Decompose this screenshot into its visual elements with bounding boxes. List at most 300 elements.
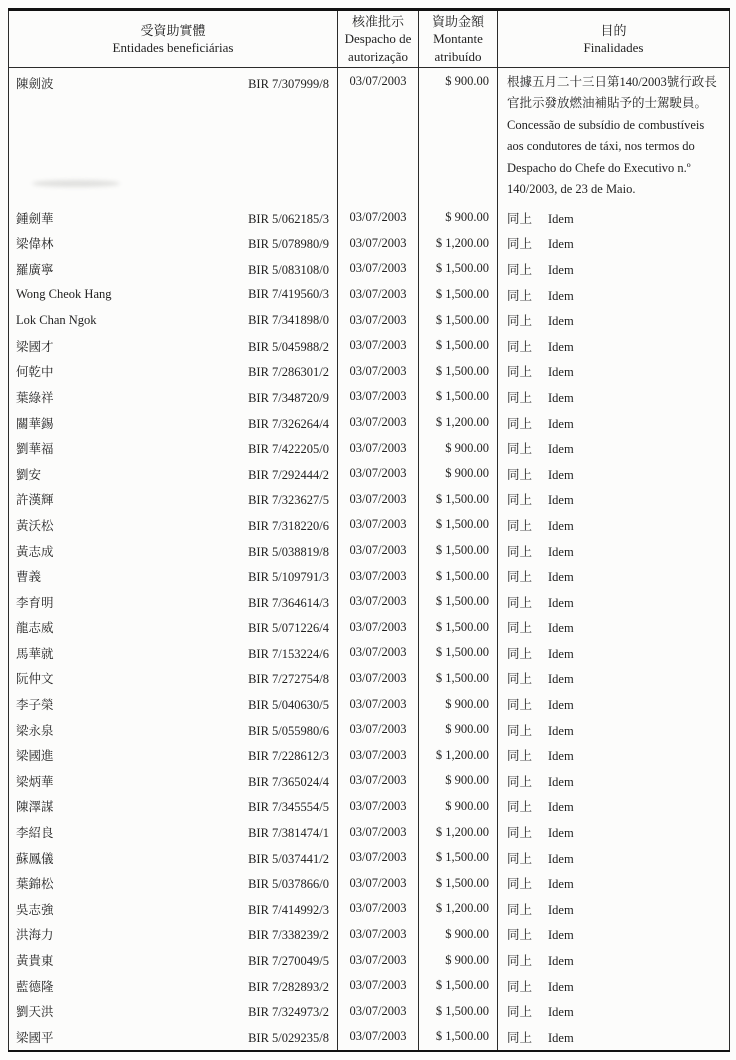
authorization-date-cell: 03/07/2003 <box>338 973 419 999</box>
purpose-text-zh: 根據五月二十三日第140/2003號行政長官批示發放燃油補貼予的士駕駛員。 <box>507 75 717 111</box>
beneficiary-cell <box>9 435 338 461</box>
idem-zh: 同上 <box>507 467 533 482</box>
purpose-cell <box>498 538 730 564</box>
beneficiary-bir-number: BIR 7/324973/2 <box>248 1005 329 1020</box>
authorization-date-cell: 03/07/2003 <box>338 68 419 206</box>
beneficiary-cell <box>9 691 338 717</box>
beneficiary-cell <box>9 870 338 896</box>
beneficiary-name: Wong Cheok Hang <box>16 287 112 302</box>
idem-pt: Idem <box>548 595 574 610</box>
idem-pt: Idem <box>548 1005 574 1020</box>
idem-zh: 同上 <box>507 237 533 252</box>
authorization-date-cell: 03/07/2003 <box>338 435 419 461</box>
purpose-cell <box>498 922 730 948</box>
idem-zh: 同上 <box>507 902 533 917</box>
table-row <box>9 1024 730 1051</box>
authorization-date-cell: 03/07/2003 <box>338 307 419 333</box>
header-row <box>9 10 730 68</box>
beneficiary-bir-number: BIR 7/307999/8 <box>248 77 329 91</box>
idem-pt: Idem <box>548 442 574 457</box>
beneficiary-bir-number: BIR 7/348720/9 <box>248 390 329 405</box>
idem-zh: 同上 <box>507 928 533 943</box>
purpose-cell <box>498 512 730 538</box>
purpose-cell <box>498 359 730 385</box>
amount-cell: $ 900.00 <box>419 922 498 948</box>
authorization-date-cell: 03/07/2003 <box>338 717 419 743</box>
idem-zh: 同上 <box>507 621 533 636</box>
amount-cell: $ 900.00 <box>419 435 498 461</box>
amount-cell: $ 1,500.00 <box>419 512 498 538</box>
beneficiary-bir-number: BIR 7/341898/0 <box>248 312 329 327</box>
authorization-date-cell: 03/07/2003 <box>338 231 419 257</box>
idem-zh: 同上 <box>507 1030 533 1045</box>
idem-zh: 同上 <box>507 851 533 866</box>
table-row <box>9 538 730 564</box>
purpose-cell <box>498 563 730 589</box>
beneficiary-name: 劉安 <box>16 467 42 482</box>
amount-cell: $ 1,500.00 <box>419 307 498 333</box>
beneficiary-cell <box>9 282 338 308</box>
beneficiary-name: 劉天洪 <box>16 1005 54 1020</box>
purpose-cell <box>498 896 730 922</box>
authorization-date-cell: 03/07/2003 <box>338 333 419 359</box>
purpose-cell <box>498 742 730 768</box>
idem-zh: 同上 <box>507 1005 533 1020</box>
authorization-date-cell: 03/07/2003 <box>338 205 419 231</box>
table-row <box>9 231 730 257</box>
idem-pt: Idem <box>548 1030 574 1045</box>
beneficiary-bir-number: BIR 7/364614/3 <box>248 595 329 610</box>
idem-pt: Idem <box>548 954 574 969</box>
authorization-date-cell: 03/07/2003 <box>338 742 419 768</box>
beneficiary-cell <box>9 461 338 487</box>
amount-cell: $ 1,200.00 <box>419 819 498 845</box>
beneficiary-bir-number: BIR 7/326264/4 <box>248 416 329 431</box>
beneficiary-name: 阮仲文 <box>16 672 54 687</box>
beneficiary-bir-number: BIR 7/414992/3 <box>248 902 329 917</box>
header-amount-pt2: atribuído <box>434 48 482 64</box>
beneficiary-cell <box>9 487 338 513</box>
idem-pt: Idem <box>548 314 574 329</box>
table-row <box>9 947 730 973</box>
idem-zh: 同上 <box>507 339 533 354</box>
beneficiary-cell <box>9 896 338 922</box>
table-row <box>9 461 730 487</box>
beneficiary-cell <box>9 922 338 948</box>
beneficiary-bir-number: BIR 7/381474/1 <box>248 826 329 841</box>
purpose-cell <box>498 819 730 845</box>
header-amount-zh: 資助金額 <box>431 13 484 29</box>
beneficiary-name: 黃沃松 <box>16 518 54 533</box>
authorization-date-cell: 03/07/2003 <box>338 794 419 820</box>
idem-pt: Idem <box>548 211 574 226</box>
header-authorization-pt1: Despacho de <box>344 31 412 47</box>
idem-pt: Idem <box>548 518 574 533</box>
table-row <box>9 870 730 896</box>
beneficiary-cell <box>9 768 338 794</box>
beneficiary-name: 吳志強 <box>16 902 54 917</box>
table-row <box>9 896 730 922</box>
idem-zh: 同上 <box>507 442 533 457</box>
table-row <box>9 333 730 359</box>
amount-cell: $ 1,200.00 <box>419 742 498 768</box>
idem-zh: 同上 <box>507 365 533 380</box>
purpose-cell <box>498 231 730 257</box>
amount-cell: $ 1,500.00 <box>419 998 498 1024</box>
beneficiary-name: 關華錫 <box>16 416 54 431</box>
purpose-cell <box>498 333 730 359</box>
beneficiary-bir-number: BIR 7/318220/6 <box>248 518 329 533</box>
table-row <box>9 359 730 385</box>
amount-cell: $ 1,500.00 <box>419 563 498 589</box>
beneficiary-cell <box>9 794 338 820</box>
idem-pt: Idem <box>548 288 574 303</box>
amount-cell: $ 1,500.00 <box>419 538 498 564</box>
header-beneficiaries <box>9 10 338 68</box>
idem-zh: 同上 <box>507 262 533 277</box>
beneficiary-name: 黃貴東 <box>16 954 54 969</box>
beneficiary-cell <box>9 845 338 871</box>
idem-pt: Idem <box>548 544 574 559</box>
authorization-date-cell: 03/07/2003 <box>338 768 419 794</box>
authorization-date-cell: 03/07/2003 <box>338 1024 419 1051</box>
idem-zh: 同上 <box>507 211 533 226</box>
amount-cell: $ 1,500.00 <box>419 589 498 615</box>
beneficiary-bir-number: BIR 5/109791/3 <box>248 570 329 585</box>
header-amount-pt1: Montante <box>433 31 483 47</box>
authorization-date-cell: 03/07/2003 <box>338 512 419 538</box>
beneficiary-bir-number: BIR 7/153224/6 <box>248 646 329 661</box>
purpose-cell <box>498 487 730 513</box>
beneficiary-bir-number: BIR 7/270049/5 <box>248 954 329 969</box>
beneficiary-bir-number: BIR 5/045988/2 <box>248 339 329 354</box>
authorization-date-cell: 03/07/2003 <box>338 384 419 410</box>
beneficiary-bir-number: BIR 5/078980/9 <box>248 237 329 252</box>
beneficiary-bir-number: BIR 5/083108/0 <box>248 262 329 277</box>
purpose-cell <box>498 870 730 896</box>
table-header <box>9 10 730 68</box>
authorization-date-cell: 03/07/2003 <box>338 947 419 973</box>
authorization-date-cell: 03/07/2003 <box>338 563 419 589</box>
table-row <box>9 717 730 743</box>
beneficiary-bir-number: BIR 7/338239/2 <box>248 928 329 943</box>
purpose-cell <box>498 691 730 717</box>
idem-zh: 同上 <box>507 390 533 405</box>
table-row <box>9 819 730 845</box>
authorization-date-cell: 03/07/2003 <box>338 845 419 871</box>
idem-pt: Idem <box>548 902 574 917</box>
table-row <box>9 435 730 461</box>
purpose-cell <box>498 845 730 871</box>
idem-pt: Idem <box>548 570 574 585</box>
beneficiary-name: 李紹良 <box>16 826 54 841</box>
authorization-date-cell: 03/07/2003 <box>338 359 419 385</box>
purpose-cell <box>498 205 730 231</box>
table-row <box>9 615 730 641</box>
purpose-cell <box>498 68 730 206</box>
beneficiary-cell <box>9 538 338 564</box>
amount-cell: $ 1,200.00 <box>419 410 498 436</box>
beneficiary-name: 羅廣寧 <box>16 262 54 277</box>
idem-pt: Idem <box>548 365 574 380</box>
beneficiary-bir-number: BIR 5/029235/8 <box>248 1030 329 1045</box>
authorization-date-cell: 03/07/2003 <box>338 666 419 692</box>
table-row <box>9 666 730 692</box>
beneficiary-name: 葉綠祥 <box>16 390 54 405</box>
amount-cell: $ 900.00 <box>419 794 498 820</box>
beneficiary-bir-number: BIR 5/055980/6 <box>248 723 329 738</box>
table-row <box>9 998 730 1024</box>
idem-pt: Idem <box>548 339 574 354</box>
idem-pt: Idem <box>548 979 574 994</box>
amount-cell: $ 1,500.00 <box>419 384 498 410</box>
authorization-date-cell: 03/07/2003 <box>338 615 419 641</box>
authorization-date-cell: 03/07/2003 <box>338 487 419 513</box>
idem-zh: 同上 <box>507 954 533 969</box>
idem-zh: 同上 <box>507 774 533 789</box>
idem-pt: Idem <box>548 877 574 892</box>
beneficiary-cell <box>9 947 338 973</box>
authorization-date-cell: 03/07/2003 <box>338 870 419 896</box>
beneficiary-name: 陳劍波 <box>16 77 54 91</box>
amount-cell: $ 900.00 <box>419 205 498 231</box>
amount-cell: $ 1,500.00 <box>419 666 498 692</box>
header-beneficiaries-pt: Entidades beneficiárias <box>112 40 234 55</box>
beneficiary-cell <box>9 512 338 538</box>
purpose-cell <box>498 768 730 794</box>
table-row <box>9 768 730 794</box>
idem-zh: 同上 <box>507 877 533 892</box>
idem-pt: Idem <box>548 723 574 738</box>
amount-cell: $ 1,500.00 <box>419 973 498 999</box>
idem-pt: Idem <box>548 800 574 815</box>
beneficiary-name: 梁永泉 <box>16 723 54 738</box>
beneficiary-name: 梁國平 <box>16 1030 54 1045</box>
beneficiary-cell <box>9 615 338 641</box>
beneficiary-name: 藍德隆 <box>16 979 54 994</box>
idem-pt: Idem <box>548 621 574 636</box>
idem-zh: 同上 <box>507 518 533 533</box>
purpose-cell <box>498 615 730 641</box>
beneficiary-bir-number: BIR 7/365024/4 <box>248 774 329 789</box>
beneficiary-name: 梁國進 <box>16 749 54 764</box>
beneficiary-cell <box>9 1024 338 1051</box>
beneficiary-cell <box>9 998 338 1024</box>
amount-cell: $ 1,200.00 <box>419 231 498 257</box>
authorization-date-cell: 03/07/2003 <box>338 896 419 922</box>
table-row <box>9 307 730 333</box>
beneficiary-cell <box>9 589 338 615</box>
table-row <box>9 512 730 538</box>
beneficiary-name: 葉錦松 <box>16 877 54 892</box>
header-amount <box>419 10 498 68</box>
table-row <box>9 487 730 513</box>
beneficiary-cell <box>9 742 338 768</box>
authorization-date-cell: 03/07/2003 <box>338 819 419 845</box>
purpose-cell <box>498 998 730 1024</box>
amount-cell: $ 1,500.00 <box>419 640 498 666</box>
idem-pt: Idem <box>548 928 574 943</box>
beneficiary-cell <box>9 666 338 692</box>
idem-pt: Idem <box>548 237 574 252</box>
beneficiary-cell <box>9 205 338 231</box>
beneficiary-name: 洪海力 <box>16 928 54 943</box>
beneficiary-name: 馬華就 <box>16 646 54 661</box>
purpose-cell <box>498 947 730 973</box>
beneficiary-name: 鍾劍華 <box>16 211 54 226</box>
purpose-cell <box>498 461 730 487</box>
table-row <box>9 205 730 231</box>
beneficiary-name: 梁國才 <box>16 339 54 354</box>
purpose-cell <box>498 1024 730 1051</box>
amount-cell: $ 900.00 <box>419 717 498 743</box>
idem-pt: Idem <box>548 672 574 687</box>
table-row <box>9 410 730 436</box>
amount-cell: $ 1,500.00 <box>419 359 498 385</box>
table-body <box>9 68 730 1051</box>
beneficiary-name: 許漢輝 <box>16 493 54 508</box>
table-row <box>9 256 730 282</box>
idem-zh: 同上 <box>507 570 533 585</box>
amount-cell: $ 900.00 <box>419 947 498 973</box>
beneficiary-name: 龍志威 <box>16 621 54 636</box>
table-row <box>9 589 730 615</box>
purpose-cell <box>498 666 730 692</box>
beneficiary-bir-number: BIR 5/040630/5 <box>248 698 329 713</box>
header-authorization-pt2: autorização <box>348 48 408 64</box>
idem-zh: 同上 <box>507 544 533 559</box>
idem-pt: Idem <box>548 774 574 789</box>
purpose-cell <box>498 717 730 743</box>
idem-zh: 同上 <box>507 979 533 994</box>
purpose-cell <box>498 973 730 999</box>
amount-cell: $ 1,500.00 <box>419 1024 498 1051</box>
purpose-cell <box>498 282 730 308</box>
authorization-date-cell: 03/07/2003 <box>338 998 419 1024</box>
purpose-cell <box>498 640 730 666</box>
beneficiary-cell <box>9 819 338 845</box>
table-row <box>9 922 730 948</box>
amount-cell: $ 900.00 <box>419 461 498 487</box>
table-row <box>9 384 730 410</box>
beneficiary-bir-number: BIR 5/071226/4 <box>248 621 329 636</box>
table-row <box>9 845 730 871</box>
authorization-date-cell: 03/07/2003 <box>338 640 419 666</box>
header-beneficiaries-zh: 受資助實體 <box>140 22 206 38</box>
idem-pt: Idem <box>548 749 574 764</box>
header-purpose-pt: Finalidades <box>583 40 644 55</box>
table-row <box>9 973 730 999</box>
idem-pt: Idem <box>548 826 574 841</box>
idem-pt: Idem <box>548 493 574 508</box>
beneficiary-bir-number: BIR 7/419560/3 <box>248 287 329 302</box>
beneficiary-cell <box>9 410 338 436</box>
authorization-date-cell: 03/07/2003 <box>338 410 419 436</box>
idem-pt: Idem <box>548 698 574 713</box>
idem-zh: 同上 <box>507 595 533 610</box>
authorization-date-cell: 03/07/2003 <box>338 922 419 948</box>
purpose-cell <box>498 307 730 333</box>
beneficiary-bir-number: BIR 7/282893/2 <box>248 979 329 994</box>
beneficiary-name: 李子榮 <box>16 698 54 713</box>
beneficiary-bir-number: BIR 7/272754/8 <box>248 672 329 687</box>
idem-pt: Idem <box>548 467 574 482</box>
table-row <box>9 563 730 589</box>
authorization-date-cell: 03/07/2003 <box>338 256 419 282</box>
beneficiary-name: 梁炳華 <box>16 774 54 789</box>
beneficiary-bir-number: BIR 5/062185/3 <box>248 211 329 226</box>
authorization-date-cell: 03/07/2003 <box>338 282 419 308</box>
idem-zh: 同上 <box>507 723 533 738</box>
idem-zh: 同上 <box>507 314 533 329</box>
idem-pt: Idem <box>548 851 574 866</box>
idem-pt: Idem <box>548 416 574 431</box>
beneficiary-cell <box>9 333 338 359</box>
idem-zh: 同上 <box>507 749 533 764</box>
table-row <box>9 742 730 768</box>
beneficiary-name: Lok Chan Ngok <box>16 312 97 327</box>
beneficiary-cell <box>9 717 338 743</box>
idem-pt: Idem <box>548 390 574 405</box>
beneficiary-name: 曹義 <box>16 570 42 585</box>
amount-cell: $ 900.00 <box>419 768 498 794</box>
amount-cell: $ 1,500.00 <box>419 615 498 641</box>
header-purpose <box>498 10 730 68</box>
amount-cell: $ 1,500.00 <box>419 282 498 308</box>
beneficiary-name: 李育明 <box>16 595 54 610</box>
table-row <box>9 282 730 308</box>
beneficiary-cell <box>9 973 338 999</box>
authorization-date-cell: 03/07/2003 <box>338 589 419 615</box>
beneficiary-bir-number: BIR 7/422205/0 <box>248 442 329 457</box>
amount-cell: $ 1,500.00 <box>419 256 498 282</box>
table-row <box>9 640 730 666</box>
beneficiary-bir-number: BIR 5/037441/2 <box>248 851 329 866</box>
idem-zh: 同上 <box>507 698 533 713</box>
purpose-text-pt: Concessão de subsídio de combustíveis aos condutores de táxi, nos termos do Despacho do Chefe do Executivo n.º 140/2003, de 23 de Maio. <box>507 117 705 197</box>
idem-pt: Idem <box>548 646 574 661</box>
beneficiary-cell <box>9 359 338 385</box>
beneficiary-bir-number: BIR 5/037866/0 <box>248 877 329 892</box>
beneficiary-cell <box>9 384 338 410</box>
purpose-cell <box>498 794 730 820</box>
idem-zh: 同上 <box>507 288 533 303</box>
amount-cell: $ 1,500.00 <box>419 870 498 896</box>
idem-pt: Idem <box>548 262 574 277</box>
scan-artifact <box>32 180 120 187</box>
purpose-cell <box>498 589 730 615</box>
idem-zh: 同上 <box>507 416 533 431</box>
purpose-cell <box>498 410 730 436</box>
beneficiary-name: 蘇鳳儀 <box>16 851 54 866</box>
amount-cell: $ 900.00 <box>419 68 498 206</box>
beneficiary-cell <box>9 563 338 589</box>
idem-zh: 同上 <box>507 646 533 661</box>
beneficiary-bir-number: BIR 7/345554/5 <box>248 800 329 815</box>
header-authorization-zh: 核准批示 <box>351 13 404 29</box>
amount-cell: $ 1,200.00 <box>419 896 498 922</box>
subsidy-table <box>8 8 730 1052</box>
beneficiary-cell <box>9 640 338 666</box>
beneficiary-cell <box>9 231 338 257</box>
beneficiary-name: 何乾中 <box>16 365 54 380</box>
header-authorization <box>338 10 419 68</box>
beneficiary-bir-number: BIR 7/323627/5 <box>248 493 329 508</box>
purpose-cell <box>498 256 730 282</box>
beneficiary-bir-number: BIR 7/286301/2 <box>248 365 329 380</box>
beneficiary-cell <box>9 307 338 333</box>
authorization-date-cell: 03/07/2003 <box>338 691 419 717</box>
